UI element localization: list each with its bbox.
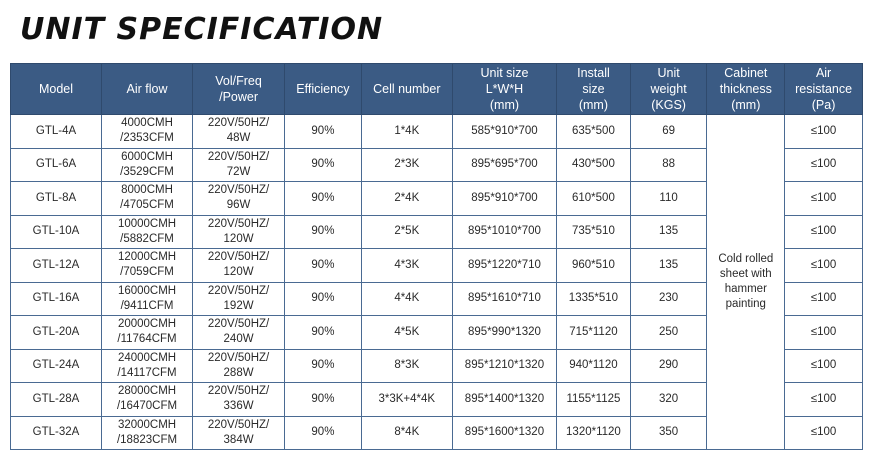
header-cell-number: Cell number xyxy=(361,64,452,115)
cell-air-resistance: ≤100 xyxy=(785,182,863,216)
header-air-flow: Air flow xyxy=(102,64,193,115)
cell-install-size: 940*1120 xyxy=(557,349,631,383)
cell-unit-size: 895*1210*1320 xyxy=(452,349,556,383)
header-install-size: Install size (mm) xyxy=(557,64,631,115)
cell-unit-size: 895*990*1320 xyxy=(452,316,556,350)
header-air-resistance: Air resistance (Pa) xyxy=(785,64,863,115)
cell-model: GTL-8A xyxy=(11,182,102,216)
cell-unit-weight: 69 xyxy=(630,115,707,149)
cell-air-flow: 32000CMH /18823CFM xyxy=(102,416,193,450)
cell-unit-size: 895*1220*710 xyxy=(452,249,556,283)
cell-unit-size: 585*910*700 xyxy=(452,115,556,149)
cell-efficiency: 90% xyxy=(285,215,362,249)
header-power: Vol/Freq /Power xyxy=(193,64,285,115)
cell-unit-weight: 135 xyxy=(630,249,707,283)
cell-model: GTL-4A xyxy=(11,115,102,149)
cell-power: 220V/50HZ/ 384W xyxy=(193,416,285,450)
cell-power: 220V/50HZ/ 120W xyxy=(193,249,285,283)
cell-air-resistance: ≤100 xyxy=(785,383,863,417)
cell-cell-number: 3*3K+4*4K xyxy=(361,383,452,417)
cell-model: GTL-32A xyxy=(11,416,102,450)
cell-air-flow: 10000CMH /5882CFM xyxy=(102,215,193,249)
cell-efficiency: 90% xyxy=(285,383,362,417)
cell-cell-number: 1*4K xyxy=(361,115,452,149)
cell-model: GTL-16A xyxy=(11,282,102,316)
cell-cell-number: 4*4K xyxy=(361,282,452,316)
header-unit-size: Unit size L*W*H (mm) xyxy=(452,64,556,115)
cell-cell-number: 8*3K xyxy=(361,349,452,383)
cell-power: 220V/50HZ/ 288W xyxy=(193,349,285,383)
cell-efficiency: 90% xyxy=(285,182,362,216)
cell-install-size: 610*500 xyxy=(557,182,631,216)
cell-efficiency: 90% xyxy=(285,148,362,182)
cell-efficiency: 90% xyxy=(285,349,362,383)
cell-cabinet-thickness: Cold rolled sheet with hammer painting xyxy=(707,115,785,450)
cell-unit-weight: 320 xyxy=(630,383,707,417)
cell-air-flow: 20000CMH /11764CFM xyxy=(102,316,193,350)
cell-unit-size: 895*695*700 xyxy=(452,148,556,182)
cell-air-flow: 24000CMH /14117CFM xyxy=(102,349,193,383)
cell-unit-size: 895*1400*1320 xyxy=(452,383,556,417)
cell-power: 220V/50HZ/ 120W xyxy=(193,215,285,249)
cell-power: 220V/50HZ/ 96W xyxy=(193,182,285,216)
page-title: UNIT SPECIFICATION xyxy=(20,12,384,47)
cell-unit-weight: 250 xyxy=(630,316,707,350)
cell-cell-number: 8*4K xyxy=(361,416,452,450)
cell-air-resistance: ≤100 xyxy=(785,148,863,182)
cell-air-flow: 6000CMH /3529CFM xyxy=(102,148,193,182)
cell-unit-weight: 135 xyxy=(630,215,707,249)
spec-table xyxy=(10,63,863,450)
cell-air-resistance: ≤100 xyxy=(785,416,863,450)
cell-efficiency: 90% xyxy=(285,249,362,283)
header-efficiency: Efficiency xyxy=(285,64,362,115)
cell-power: 220V/50HZ/ 240W xyxy=(193,316,285,350)
cell-unit-size: 895*910*700 xyxy=(452,182,556,216)
cell-air-resistance: ≤100 xyxy=(785,316,863,350)
cell-air-resistance: ≤100 xyxy=(785,349,863,383)
cell-install-size: 1335*510 xyxy=(557,282,631,316)
cell-unit-weight: 88 xyxy=(630,148,707,182)
cell-air-resistance: ≤100 xyxy=(785,282,863,316)
cell-install-size: 960*510 xyxy=(557,249,631,283)
cell-install-size: 635*500 xyxy=(557,115,631,149)
cell-efficiency: 90% xyxy=(285,282,362,316)
table-row xyxy=(11,115,863,149)
cell-efficiency: 90% xyxy=(285,115,362,149)
cell-unit-weight: 110 xyxy=(630,182,707,216)
cell-cell-number: 2*3K xyxy=(361,148,452,182)
cell-install-size: 1155*1125 xyxy=(557,383,631,417)
cell-air-flow: 16000CMH /9411CFM xyxy=(102,282,193,316)
cell-cell-number: 4*3K xyxy=(361,249,452,283)
header-unit-weight: Unit weight (KGS) xyxy=(630,64,707,115)
cell-cell-number: 2*4K xyxy=(361,182,452,216)
header-model: Model xyxy=(11,64,102,115)
cell-model: GTL-12A xyxy=(11,249,102,283)
cell-model: GTL-20A xyxy=(11,316,102,350)
cell-efficiency: 90% xyxy=(285,416,362,450)
cell-model: GTL-28A xyxy=(11,383,102,417)
cell-unit-size: 895*1610*710 xyxy=(452,282,556,316)
cell-unit-weight: 350 xyxy=(630,416,707,450)
cell-air-flow: 12000CMH /7059CFM xyxy=(102,249,193,283)
cell-unit-weight: 230 xyxy=(630,282,707,316)
header-cabinet-thickness: Cabinet thickness (mm) xyxy=(707,64,785,115)
cell-air-resistance: ≤100 xyxy=(785,249,863,283)
cell-model: GTL-10A xyxy=(11,215,102,249)
cell-install-size: 715*1120 xyxy=(557,316,631,350)
cell-air-flow: 8000CMH /4705CFM xyxy=(102,182,193,216)
cell-efficiency: 90% xyxy=(285,316,362,350)
cell-air-flow: 4000CMH /2353CFM xyxy=(102,115,193,149)
cell-power: 220V/50HZ/ 336W xyxy=(193,383,285,417)
cell-model: GTL-24A xyxy=(11,349,102,383)
cell-power: 220V/50HZ/ 192W xyxy=(193,282,285,316)
cell-unit-weight: 290 xyxy=(630,349,707,383)
cell-cell-number: 2*5K xyxy=(361,215,452,249)
cell-install-size: 430*500 xyxy=(557,148,631,182)
cell-air-flow: 28000CMH /16470CFM xyxy=(102,383,193,417)
cell-air-resistance: ≤100 xyxy=(785,215,863,249)
header-row xyxy=(11,64,863,115)
cell-unit-size: 895*1600*1320 xyxy=(452,416,556,450)
cell-power: 220V/50HZ/ 72W xyxy=(193,148,285,182)
cell-install-size: 1320*1120 xyxy=(557,416,631,450)
cell-power: 220V/50HZ/ 48W xyxy=(193,115,285,149)
cell-cell-number: 4*5K xyxy=(361,316,452,350)
cell-model: GTL-6A xyxy=(11,148,102,182)
cell-unit-size: 895*1010*700 xyxy=(452,215,556,249)
cell-air-resistance: ≤100 xyxy=(785,115,863,149)
cell-install-size: 735*510 xyxy=(557,215,631,249)
